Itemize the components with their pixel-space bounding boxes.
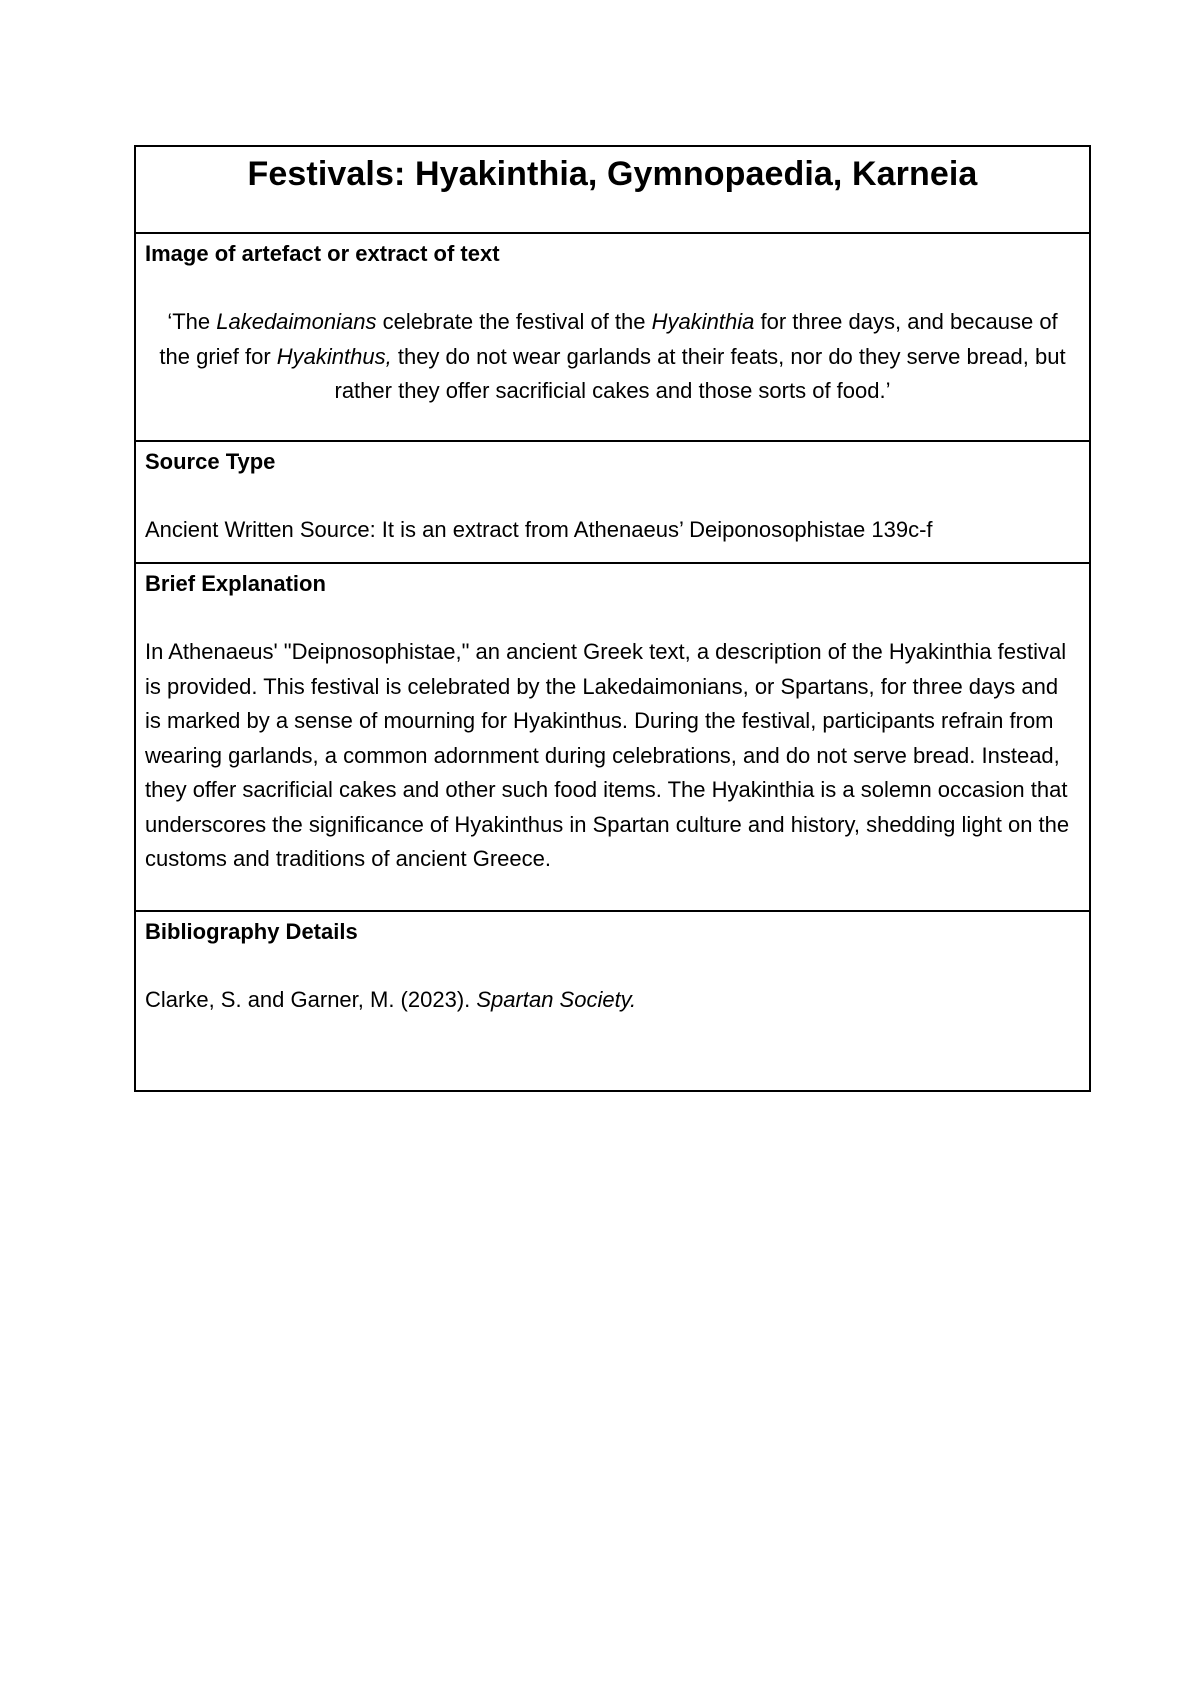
title-row xyxy=(136,147,1089,232)
artefact-section xyxy=(136,232,1089,440)
bibliography-section xyxy=(136,910,1089,1090)
citation-authors: Clarke, S. and Garner, M. (2023). xyxy=(145,987,477,1012)
explanation-heading: Brief Explanation xyxy=(145,571,326,596)
citation-title: Spartan Society. xyxy=(476,987,637,1012)
quote-term-lakedaimonians: Lakedaimonians xyxy=(216,309,377,334)
artefact-quote xyxy=(145,305,1080,409)
quote-open: ‘The xyxy=(167,309,217,334)
source-type-text: Ancient Written Source: It is an extract from Athenaeus’ Deiponosophistae 139c-f xyxy=(145,517,933,542)
quote-term-hyakinthus: Hyakinthus, xyxy=(276,343,392,369)
explanation-text: In Athenaeus' "Deipnosophistae," an ancient Greek text, a description of the Hyakinthia festival is provided. This festival is celebrated by the Lakedaimonians, or Spartans, for three days and is marked by a sense of mourning for Hyakinthus. During the festival, participants refrain from wearing garlands, a common adornment during celebrations, and do not serve bread. Instead, they offer sacrificial cakes and other such food items. The Hyakinthia is a solemn occasion that underscores the significance of Hyakinthus in Spartan culture and history, shedding light on the customs and traditions of ancient Greece. xyxy=(145,639,1070,871)
source-type-section xyxy=(136,440,1089,562)
explanation-section xyxy=(136,562,1089,910)
artefact-heading: Image of artefact or extract of text xyxy=(145,241,500,266)
bibliography-heading: Bibliography Details xyxy=(145,919,358,944)
quote-part-2: celebrate the festival of the xyxy=(376,309,652,334)
quote-term-hyakinthia: Hyakinthia xyxy=(651,309,755,334)
quote-part-3: for three days, and because of the grief for xyxy=(159,309,1058,369)
source-type-heading: Source Type xyxy=(145,449,276,474)
page-title: Festivals: Hyakinthia, Gymnopaedia, Karneia xyxy=(247,155,978,193)
quote-close: they do not wear garlands at their feats, nor do they serve bread, but rather they offer sacrificial cakes and those sorts of food.’ xyxy=(334,343,1066,403)
festival-source-table xyxy=(134,145,1091,1092)
bibliography-citation xyxy=(145,983,1080,1018)
